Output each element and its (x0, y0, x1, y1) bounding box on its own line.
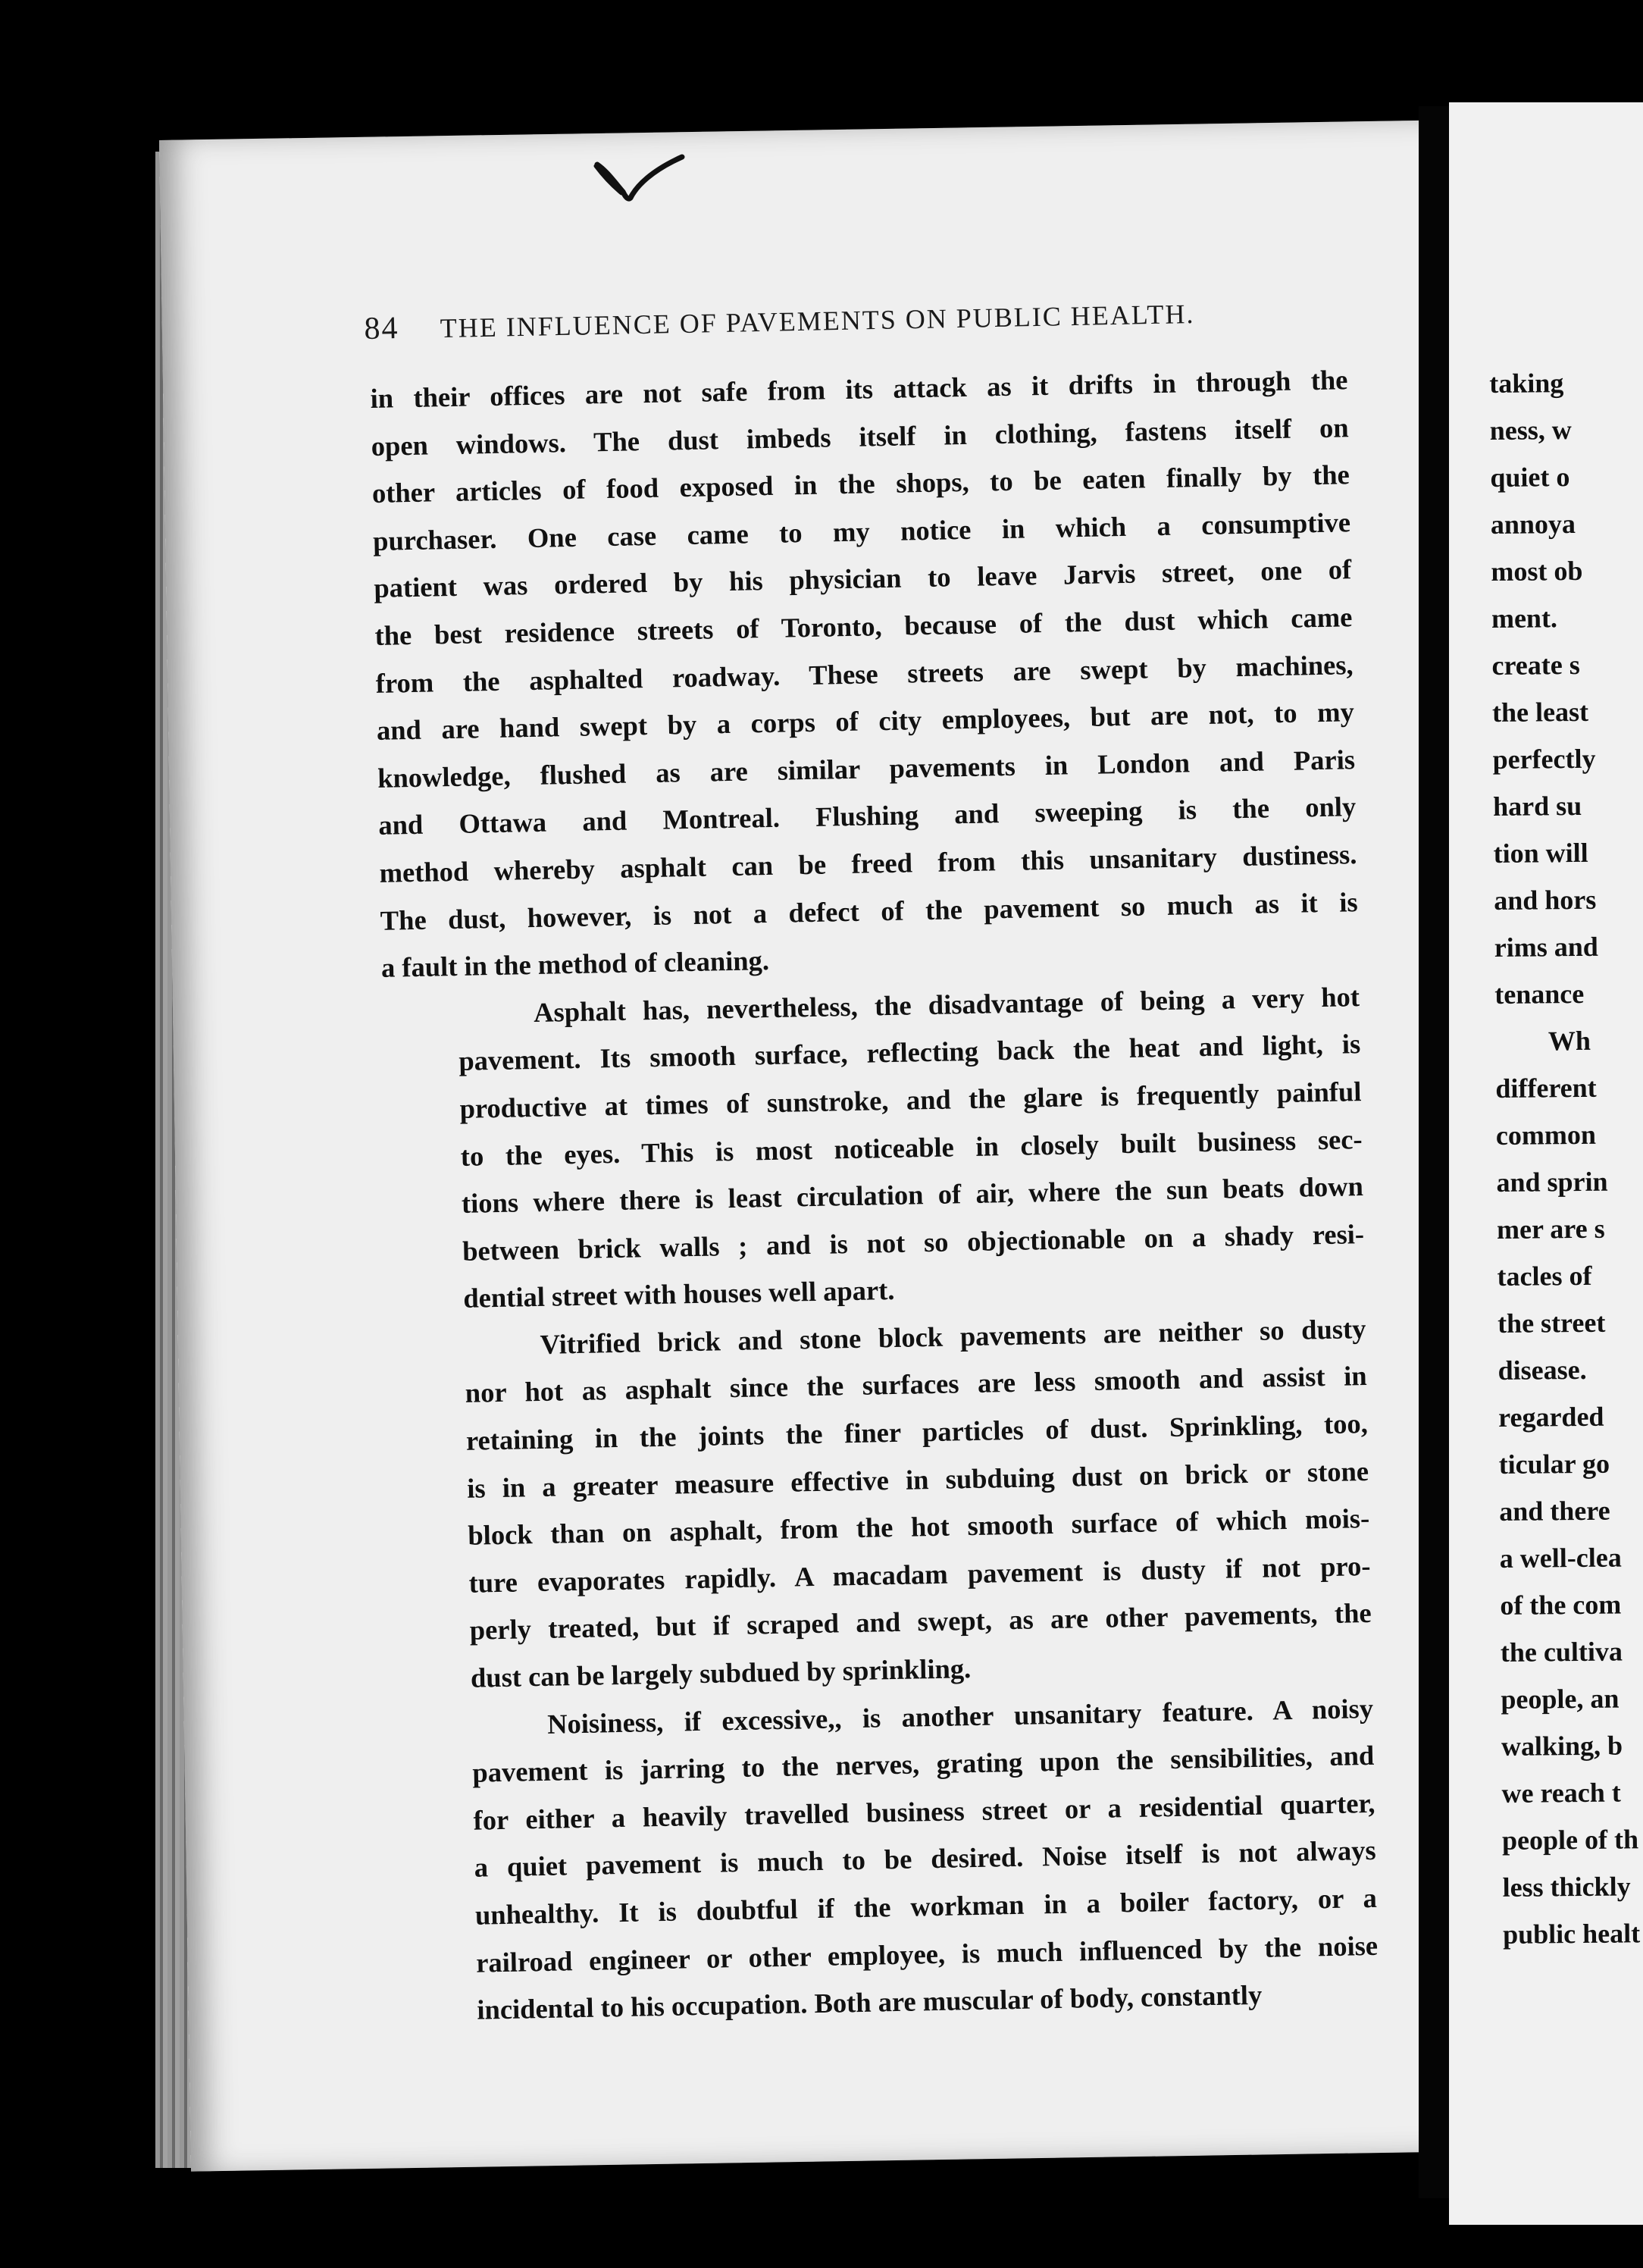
right-text-line: hard su (1492, 790, 1582, 822)
text-line: unhealthy. It is doubtful if the workman in a boiler factory, or a (474, 1881, 1378, 1931)
right-text-line: a well-clea (1499, 1542, 1622, 1574)
page-number: 84 (364, 311, 399, 346)
right-text-line: perfectly (1492, 743, 1596, 775)
right-text-line: taking (1489, 368, 1564, 399)
text-line: railroad engineer or other employee, is much influenced by the noise (475, 1929, 1379, 1978)
text-line: is in a greater measure effective in subduing dust on brick or stone (466, 1455, 1369, 1504)
right-text-line: Wh (1548, 1025, 1591, 1057)
text-line: The dust, however, is not a defect of the pavement so much as it is (380, 885, 1358, 936)
right-text-line: and sprin (1496, 1166, 1608, 1198)
right-text-line: tion will (1493, 837, 1588, 869)
right-text-line: disease. (1497, 1354, 1587, 1386)
right-text-line: regarded (1497, 1401, 1604, 1433)
text-line: and are hand swept by a corps of city employees, but are not, to my (376, 696, 1355, 747)
text-line: and Ottawa and Montreal. Flushing and sweeping is the only (378, 791, 1357, 841)
right-text-line: and there (1499, 1495, 1610, 1527)
right-text-line: annoya (1490, 509, 1576, 540)
right-text-line: people of th (1501, 1824, 1639, 1856)
paragraph (382, 973, 1366, 1324)
text-line: knowledge, flushed as are similar pavements in London and Paris (377, 743, 1356, 794)
right-text-line: create s (1491, 649, 1580, 681)
right-text-line: ness, w (1489, 415, 1573, 446)
text-line: from the asphalted roadway. These streets are swept by machines, (375, 648, 1354, 699)
right-text-line: rims and (1494, 931, 1598, 963)
right-text-line: we reach t (1501, 1777, 1621, 1809)
right-text-line: tenance (1494, 978, 1585, 1010)
running-head-title: THE INFLUENCE OF PAVEMENTS ON PUBLIC HEALTH. (440, 298, 1195, 344)
text-line: in their offices are not safe from its attack as it drifts in through the (370, 364, 1348, 414)
book-gutter (1419, 106, 1449, 2198)
right-text-line: public healt (1502, 1918, 1641, 1950)
right-text-line: and hors (1494, 884, 1597, 916)
right-text-line: ticular go (1498, 1448, 1610, 1480)
text-line: productive at times of sunstroke, and the glare is frequently painful (459, 1075, 1362, 1124)
text-line: Asphalt has, nevertheless, the disadvantage of being a very hot (533, 980, 1360, 1028)
paragraph (388, 1305, 1372, 1703)
text-line: method whereby asphalt can be freed from this unsanitary dustiness. (379, 838, 1357, 888)
text-line: pavement is jarring to the nerves, grating upon the sensibilities, and (472, 1740, 1375, 1788)
right-text-line: walking, b (1501, 1730, 1623, 1762)
text-line: retaining in the joints the finer particles of dust. Sprinkling, too, (465, 1408, 1369, 1456)
text-line: dust can be largely subdued by sprinkling. (470, 1652, 972, 1693)
text-line: nor hot as asphalt since the surfaces are less smooth and assist in (465, 1360, 1367, 1409)
right-text-line: less thickly (1502, 1871, 1631, 1903)
text-line: to the eyes. This is most noticeable in closely built business sec- (460, 1123, 1363, 1172)
paragraph (370, 356, 1359, 991)
text-line: tions where there is least circulation of air, where the sun beats down (461, 1170, 1364, 1219)
text-line: Noisiness, if excessive,, is another unsanitary feature. A noisy (546, 1692, 1374, 1740)
text-line: patient was ordered by his physician to leave Jarvis street, one of (373, 553, 1352, 604)
text-line: ture evaporates rapidly. A macadam pavement is dusty if not pro- (468, 1549, 1371, 1599)
right-text-line: most ob (1491, 555, 1583, 587)
right-text-line: the street (1497, 1307, 1606, 1339)
right-text-line: common (1495, 1119, 1597, 1151)
text-line: the best residence streets of Toronto, because of the dust which came (374, 601, 1353, 651)
right-text-line: mer are s (1496, 1213, 1605, 1245)
text-line: purchaser. One case came to my notice in which a consumptive (372, 506, 1351, 556)
right-text-line: quiet o (1490, 462, 1570, 493)
handwritten-checkmark (591, 148, 697, 216)
text-line: open windows. The dust imbeds itself in clothing, fastens itself on (371, 411, 1349, 462)
right-text-line: of the com (1500, 1589, 1622, 1621)
paragraph (396, 1685, 1379, 2036)
text-line: other articles of food exposed in the shops, to be eaten finally by the (371, 459, 1350, 509)
text-line: a fault in the method of cleaning. (380, 944, 770, 983)
text-line: a quiet pavement is much to be desired. Noise itself is not always (474, 1834, 1376, 1884)
text-line: pavement. Its smooth surface, reflecting back the heat and light, is (458, 1028, 1361, 1077)
text-line: perly treated, but if scraped and swept, as are other pavements, the (469, 1597, 1372, 1646)
text-line: block than on asphalt, from the hot smooth surface of which mois- (468, 1502, 1370, 1552)
right-text-line: the cultiva (1500, 1636, 1623, 1668)
left-page-body (370, 356, 1379, 2035)
text-line: Vitrified brick and stone block pavements are neither so dusty (540, 1312, 1366, 1360)
text-line: between brick walls ; and is not so objectionable on a shady resi- (462, 1217, 1365, 1267)
right-text-line: people, an (1501, 1683, 1620, 1715)
right-page-body (1489, 359, 1643, 1958)
text-line: incidental to his occupation. Both are muscular of body, constantly (477, 1978, 1263, 2025)
text-line: for either a heavily travelled business street or a residential quarter, (473, 1787, 1375, 1836)
text-line: dential street with houses well apart. (463, 1274, 895, 1314)
right-text-line: different (1495, 1072, 1597, 1104)
right-text-line: the least (1491, 696, 1589, 728)
right-text-line: ment. (1491, 603, 1558, 634)
right-text-line: tacles of (1497, 1260, 1592, 1292)
